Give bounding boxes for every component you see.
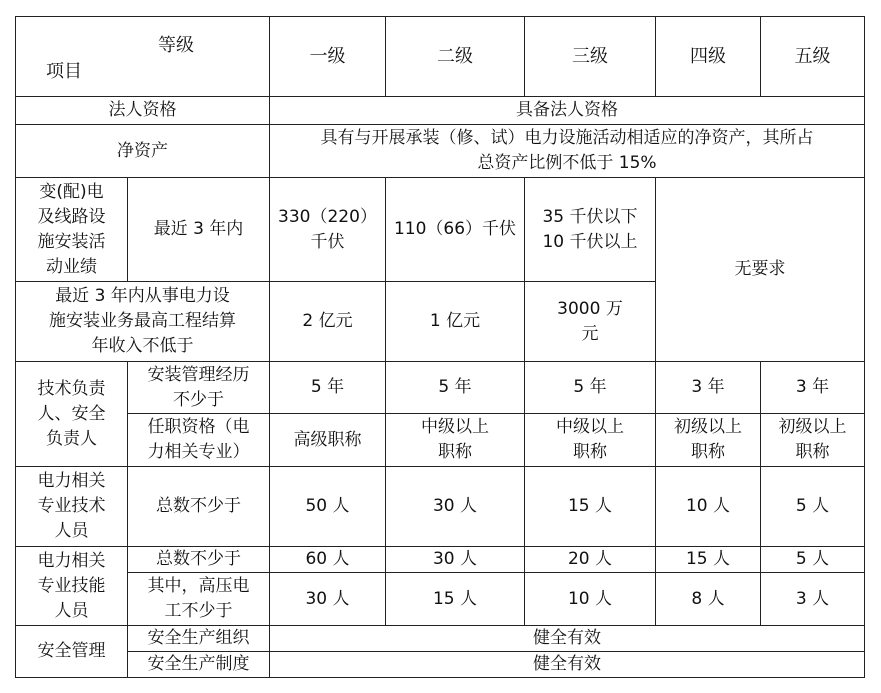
title-row bbox=[16, 414, 865, 467]
skill-total-level-2: 30 人 bbox=[386, 547, 525, 573]
tech-staff-level-1: 50 人 bbox=[270, 467, 386, 547]
skill-total-level-3: 20 人 bbox=[525, 547, 656, 573]
tech-staff-level-2: 30 人 bbox=[386, 467, 525, 547]
skill-total-label: 总数不少于 bbox=[128, 547, 270, 573]
tech-staff-label: 电力相关 专业技术 人员 bbox=[16, 467, 128, 547]
revenue-level-1: 2 亿元 bbox=[270, 282, 386, 362]
item-label: 项目 bbox=[46, 61, 82, 82]
performance-level-2: 110（66）千伏 bbox=[386, 178, 525, 282]
level-1-header: 一级 bbox=[270, 17, 386, 97]
tech-staff-level-4: 10 人 bbox=[656, 467, 761, 547]
performance-level-1: 330（220） 千伏 bbox=[270, 178, 386, 282]
title-level-5: 初级以上 职称 bbox=[761, 414, 865, 467]
revenue-label: 最近 3 年内从事电力设 施安装业务最高工程结算 年收入不低于 bbox=[16, 282, 270, 362]
experience-level-5: 3 年 bbox=[761, 362, 865, 414]
performance-level-4-5: 无要求 bbox=[656, 178, 865, 362]
tech-staff-sub-label: 总数不少于 bbox=[128, 467, 270, 547]
performance-label: 变(配)电 及线路设 施安装活 动业绩 bbox=[16, 178, 128, 282]
experience-label: 安装管理经历 不少于 bbox=[128, 362, 270, 414]
grade-label: 等级 bbox=[158, 35, 194, 56]
performance-sub-label: 最近 3 年内 bbox=[128, 178, 270, 282]
title-level-4: 初级以上 职称 bbox=[656, 414, 761, 467]
safety-org-row bbox=[16, 626, 865, 652]
level-4-header: 四级 bbox=[656, 17, 761, 97]
skill-hv-level-1: 30 人 bbox=[270, 573, 386, 626]
skill-total-level-5: 5 人 bbox=[761, 547, 865, 573]
title-level-1: 高级职称 bbox=[270, 414, 386, 467]
safety-system-value: 健全有效 bbox=[270, 652, 865, 678]
legal-value: 具备法人资格 bbox=[270, 97, 865, 125]
skill-staff-label: 电力相关 专业技能 人员 bbox=[16, 547, 128, 626]
title-label: 任职资格（电 力相关专业） bbox=[128, 414, 270, 467]
experience-row bbox=[16, 362, 865, 414]
legal-row bbox=[16, 97, 865, 125]
safety-org-label: 安全生产组织 bbox=[128, 626, 270, 652]
qualification-table bbox=[15, 16, 865, 678]
skill-total-level-4: 15 人 bbox=[656, 547, 761, 573]
skill-hv-label: 其中，高压电 工不少于 bbox=[128, 573, 270, 626]
experience-level-4: 3 年 bbox=[656, 362, 761, 414]
title-level-3: 中级以上 职称 bbox=[525, 414, 656, 467]
skill-hv-row bbox=[16, 573, 865, 626]
skill-hv-level-5: 3 人 bbox=[761, 573, 865, 626]
tech-staff-level-3: 15 人 bbox=[525, 467, 656, 547]
safety-label: 安全管理 bbox=[16, 626, 128, 678]
tech-staff-level-5: 5 人 bbox=[761, 467, 865, 547]
revenue-level-3: 3000 万 元 bbox=[525, 282, 656, 362]
net-assets-value: 具有与开展承装（修、试）电力设施活动相适应的净资产，其所占 总资产比例不低于 15% bbox=[270, 125, 865, 178]
experience-level-2: 5 年 bbox=[386, 362, 525, 414]
skill-hv-level-2: 15 人 bbox=[386, 573, 525, 626]
skill-total-level-1: 60 人 bbox=[270, 547, 386, 573]
header-corner-cell bbox=[16, 17, 270, 97]
safety-system-row bbox=[16, 652, 865, 678]
performance-level-3: 35 千伏以下 10 千伏以上 bbox=[525, 178, 656, 282]
tech-leader-label: 技术负责 人、安全 负责人 bbox=[16, 362, 128, 467]
level-2-header: 二级 bbox=[386, 17, 525, 97]
title-level-2: 中级以上 职称 bbox=[386, 414, 525, 467]
safety-org-value: 健全有效 bbox=[270, 626, 865, 652]
performance-row bbox=[16, 178, 865, 282]
level-5-header: 五级 bbox=[761, 17, 865, 97]
net-assets-label: 净资产 bbox=[16, 125, 270, 178]
revenue-level-2: 1 亿元 bbox=[386, 282, 525, 362]
level-3-header: 三级 bbox=[525, 17, 656, 97]
net-assets-row bbox=[16, 125, 865, 178]
skill-hv-level-3: 10 人 bbox=[525, 573, 656, 626]
header-row bbox=[16, 17, 865, 97]
experience-level-3: 5 年 bbox=[525, 362, 656, 414]
safety-system-label: 安全生产制度 bbox=[128, 652, 270, 678]
skill-total-row bbox=[16, 547, 865, 573]
legal-label: 法人资格 bbox=[16, 97, 270, 125]
skill-hv-level-4: 8 人 bbox=[656, 573, 761, 626]
experience-level-1: 5 年 bbox=[270, 362, 386, 414]
tech-staff-row bbox=[16, 467, 865, 547]
